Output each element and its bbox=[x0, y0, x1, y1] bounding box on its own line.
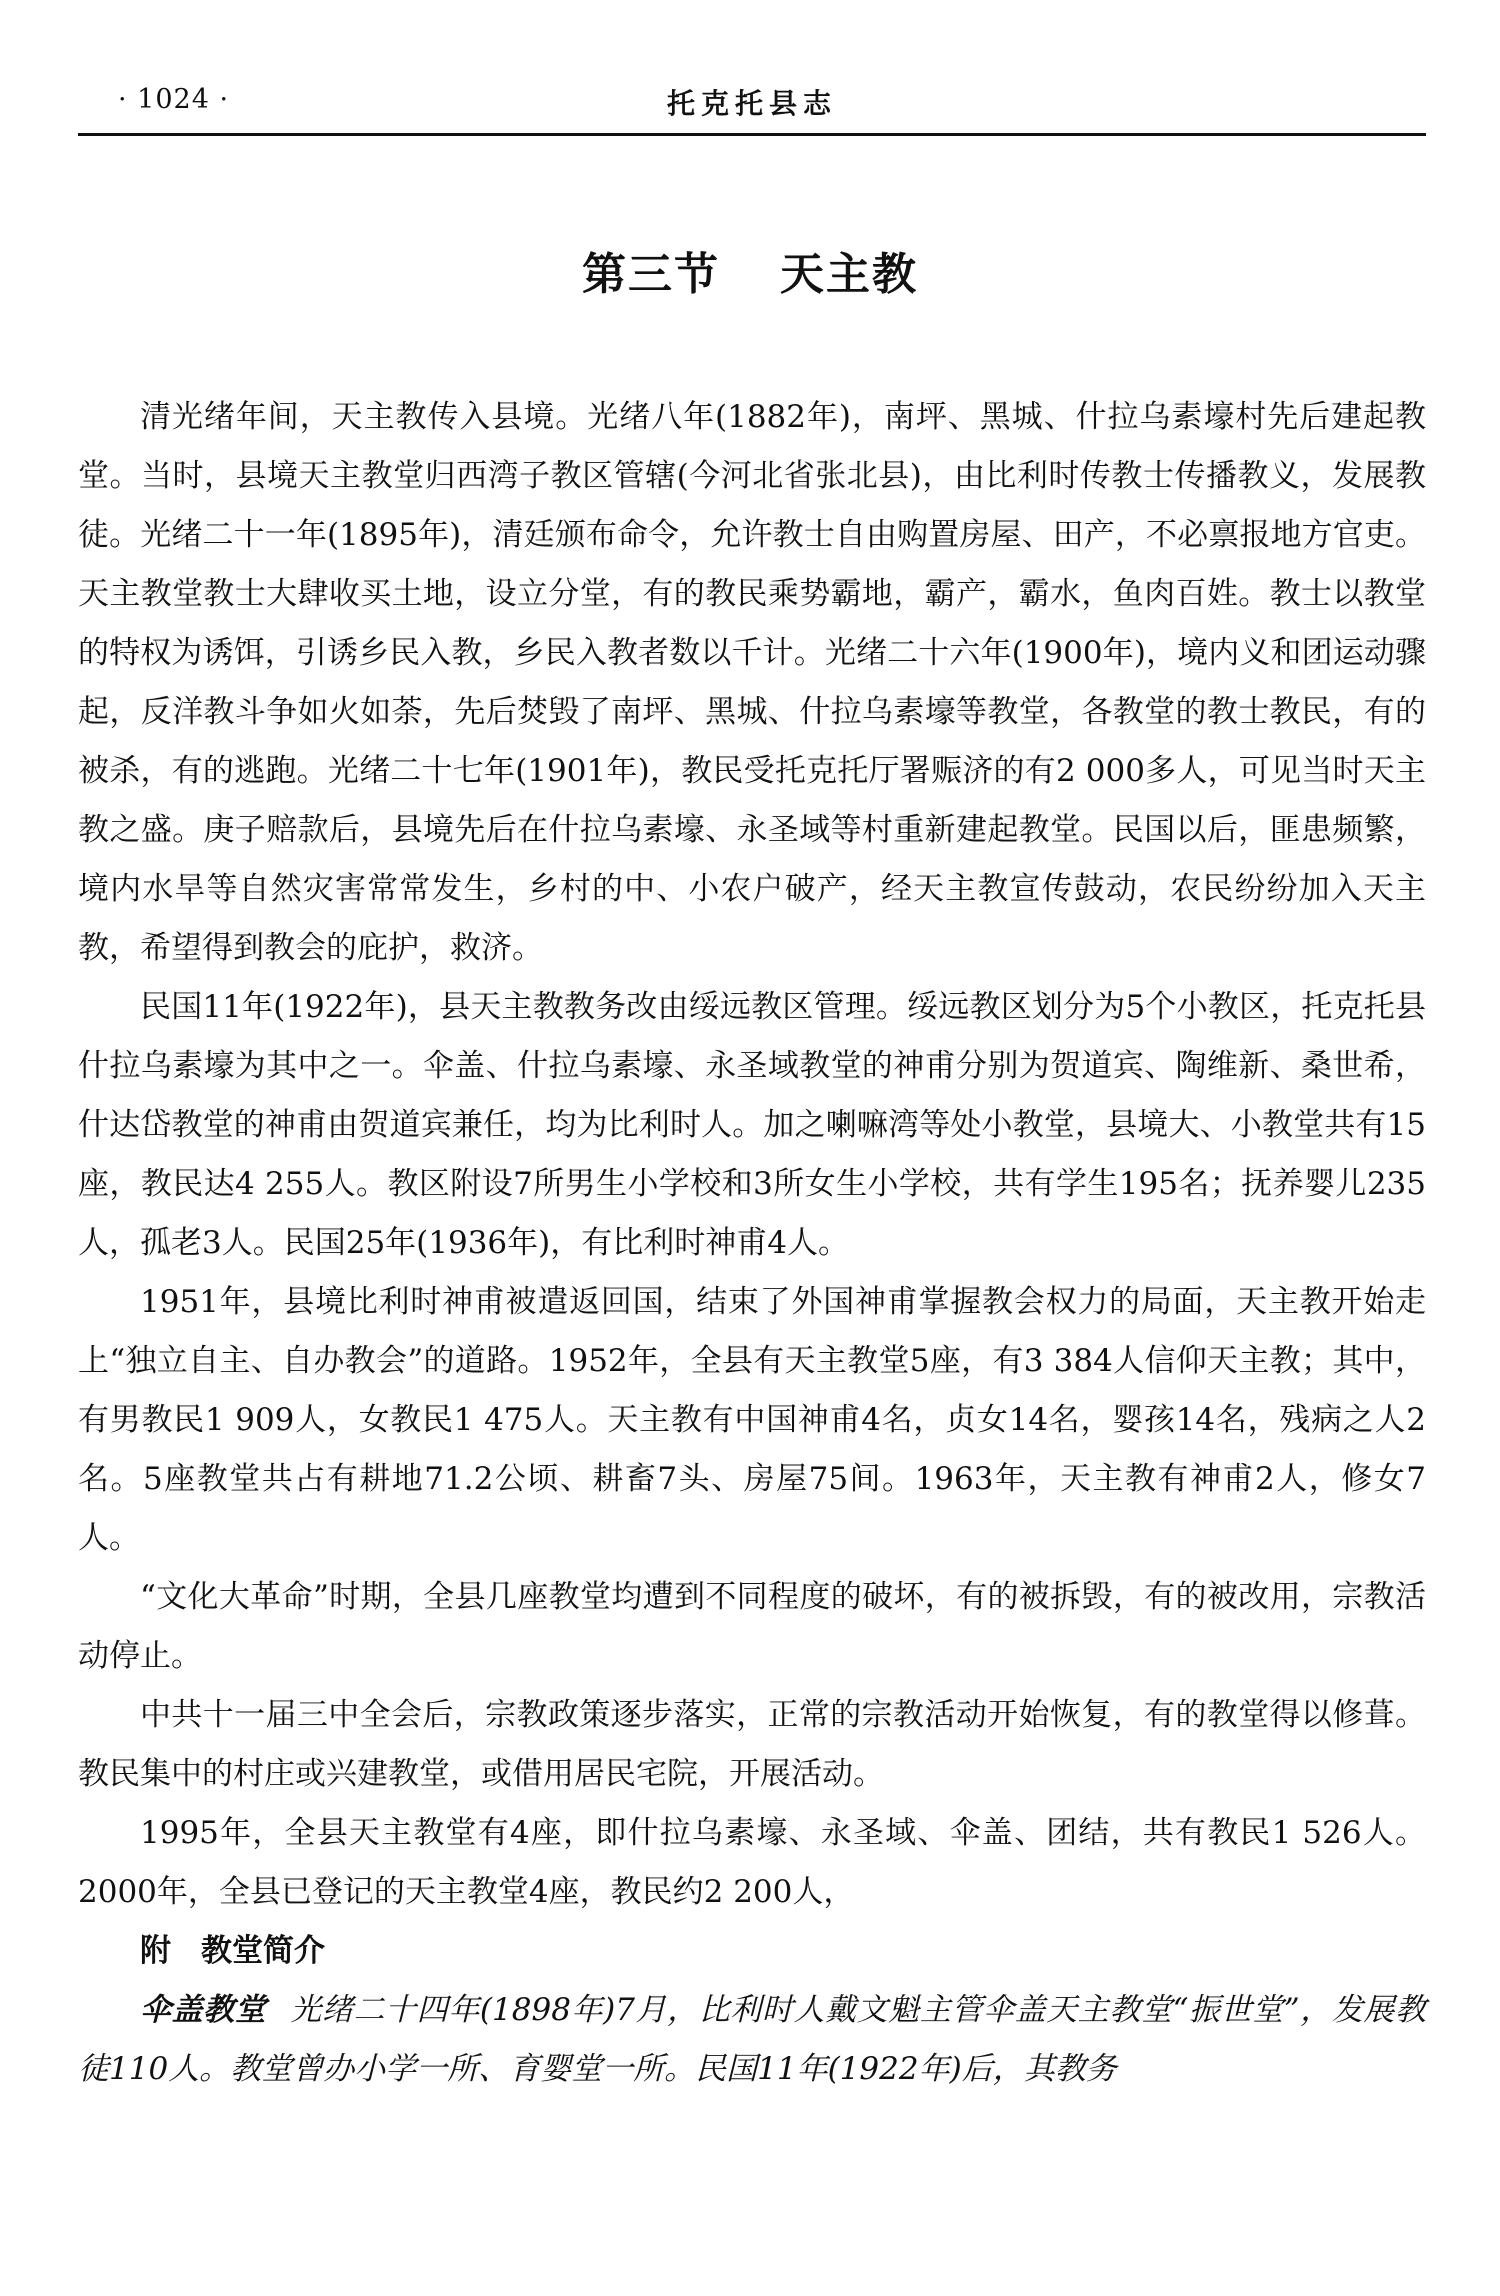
book-title: 托克托县志 bbox=[666, 87, 837, 120]
paragraph-reform: 中共十一届三中全会后，宗教政策逐步落实，正常的宗教活动开始恢复，有的教堂得以修葺。教民集中的村庄或兴建教堂，或借用居民宅院，开展活动。 bbox=[78, 1697, 1426, 1792]
paragraph-cultural-revolution: “文化大革命”时期，全县几座教堂均遭到不同程度的破坏，有的被拆毁，有的被改用，宗教活动停止。 bbox=[78, 1579, 1426, 1674]
appendix-title: 教堂简介 bbox=[201, 1933, 325, 1969]
section-title bbox=[0, 238, 1500, 302]
section-number: 第三节 bbox=[582, 249, 720, 300]
appendix-heading bbox=[78, 1922, 1426, 1981]
page-number: · 1024 · bbox=[118, 84, 230, 115]
church-description: 光绪二十四年(1898年)7月，比利时人戴文魁主管伞盖天主教堂“振世堂”，发展教徒110人。教堂曾办小学一所、育婴堂一所。民国11年(1922年)后，其教务 bbox=[78, 1992, 1427, 2087]
header-divider bbox=[78, 133, 1426, 136]
paragraph-republic: 民国11年(1922年)，县天主教教务改由绥远教区管理。绥远教区划分为5个小教区，托克托县什拉乌素壕为其中之一。伞盖、什拉乌素壕、永圣域教堂的神甫分别为贺道宾、陶维新、桑世希，什达岱教堂的神甫由贺道宾兼任，均为比利时人。加之喇嘛湾等处小教堂，县境大、小教堂共有15座，教民达4 255人。教区附设7所男生小学校和3所女生小学校，共有学生195名；抚养婴儿235人，孤老3人。民国25年(1936年)，有比利时神甫4人。 bbox=[78, 989, 1426, 1261]
paragraph-1995: 1995年，全县天主教堂有4座，即什拉乌素壕、永圣域、伞盖、团结，共有教民1 526人。2000年，全县已登记的天主教堂4座，教民约2 200人， bbox=[78, 1815, 1426, 1910]
body-text bbox=[78, 388, 1426, 2099]
running-header bbox=[78, 80, 1426, 130]
church-name: 伞盖教堂 bbox=[140, 1992, 267, 2028]
paragraph-1951: 1951年，县境比利时神甫被遣返回国，结束了外国神甫掌握教会权力的局面，天主教开始走上“独立自主、自办教会”的道路。1952年，全县有天主教堂5座，有3 384人信仰天主教；其中，有男教民1 909人，女教民1 475人。天主教有中国神甫4名，贞女14名，婴孩14名，残病之人2名。5座教堂共占有耕地71.2公顷、耕畜7头、房屋75间。1963年，天主教有神甫2人，修女7人。 bbox=[78, 1284, 1426, 1556]
paragraph-history: 清光绪年间，天主教传入县境。光绪八年(1882年)，南坪、黑城、什拉乌素壕村先后建起教堂。当时，县境天主教堂归西湾子教区管辖(今河北省张北县)，由比利时传教士传播教义，发展教徒。光绪二十一年(1895年)，清廷颁布命令，允许教士自由购置房屋、田产，不必禀报地方官吏。天主教堂教士大肆收买土地，设立分堂，有的教民乘势霸地，霸产，霸水，鱼肉百姓。教士以教堂的特权为诱饵，引诱乡民入教，乡民入教者数以千计。光绪二十六年(1900年)，境内义和团运动骤起，反洋教斗争如火如荼，先后焚毁了南坪、黑城、什拉乌素壕等教堂，各教堂的教士教民，有的被杀，有的逃跑。光绪二十七年(1901年)，教民受托克托厅署赈济的有2 000多人，可见当时天主教之盛。庚子赔款后，县境先后在什拉乌素壕、永圣域等村重新建起教堂。民国以后，匪患频繁，境内水旱等自然灾害常常发生，乡村的中、小农户破产，经天主教宣传鼓动，农民纷纷加入天主教，希望得到教会的庇护，救济。 bbox=[78, 399, 1426, 966]
appendix-label: 附 bbox=[140, 1933, 171, 1969]
section-name: 天主教 bbox=[780, 249, 918, 300]
church-entry bbox=[78, 1981, 1426, 2099]
